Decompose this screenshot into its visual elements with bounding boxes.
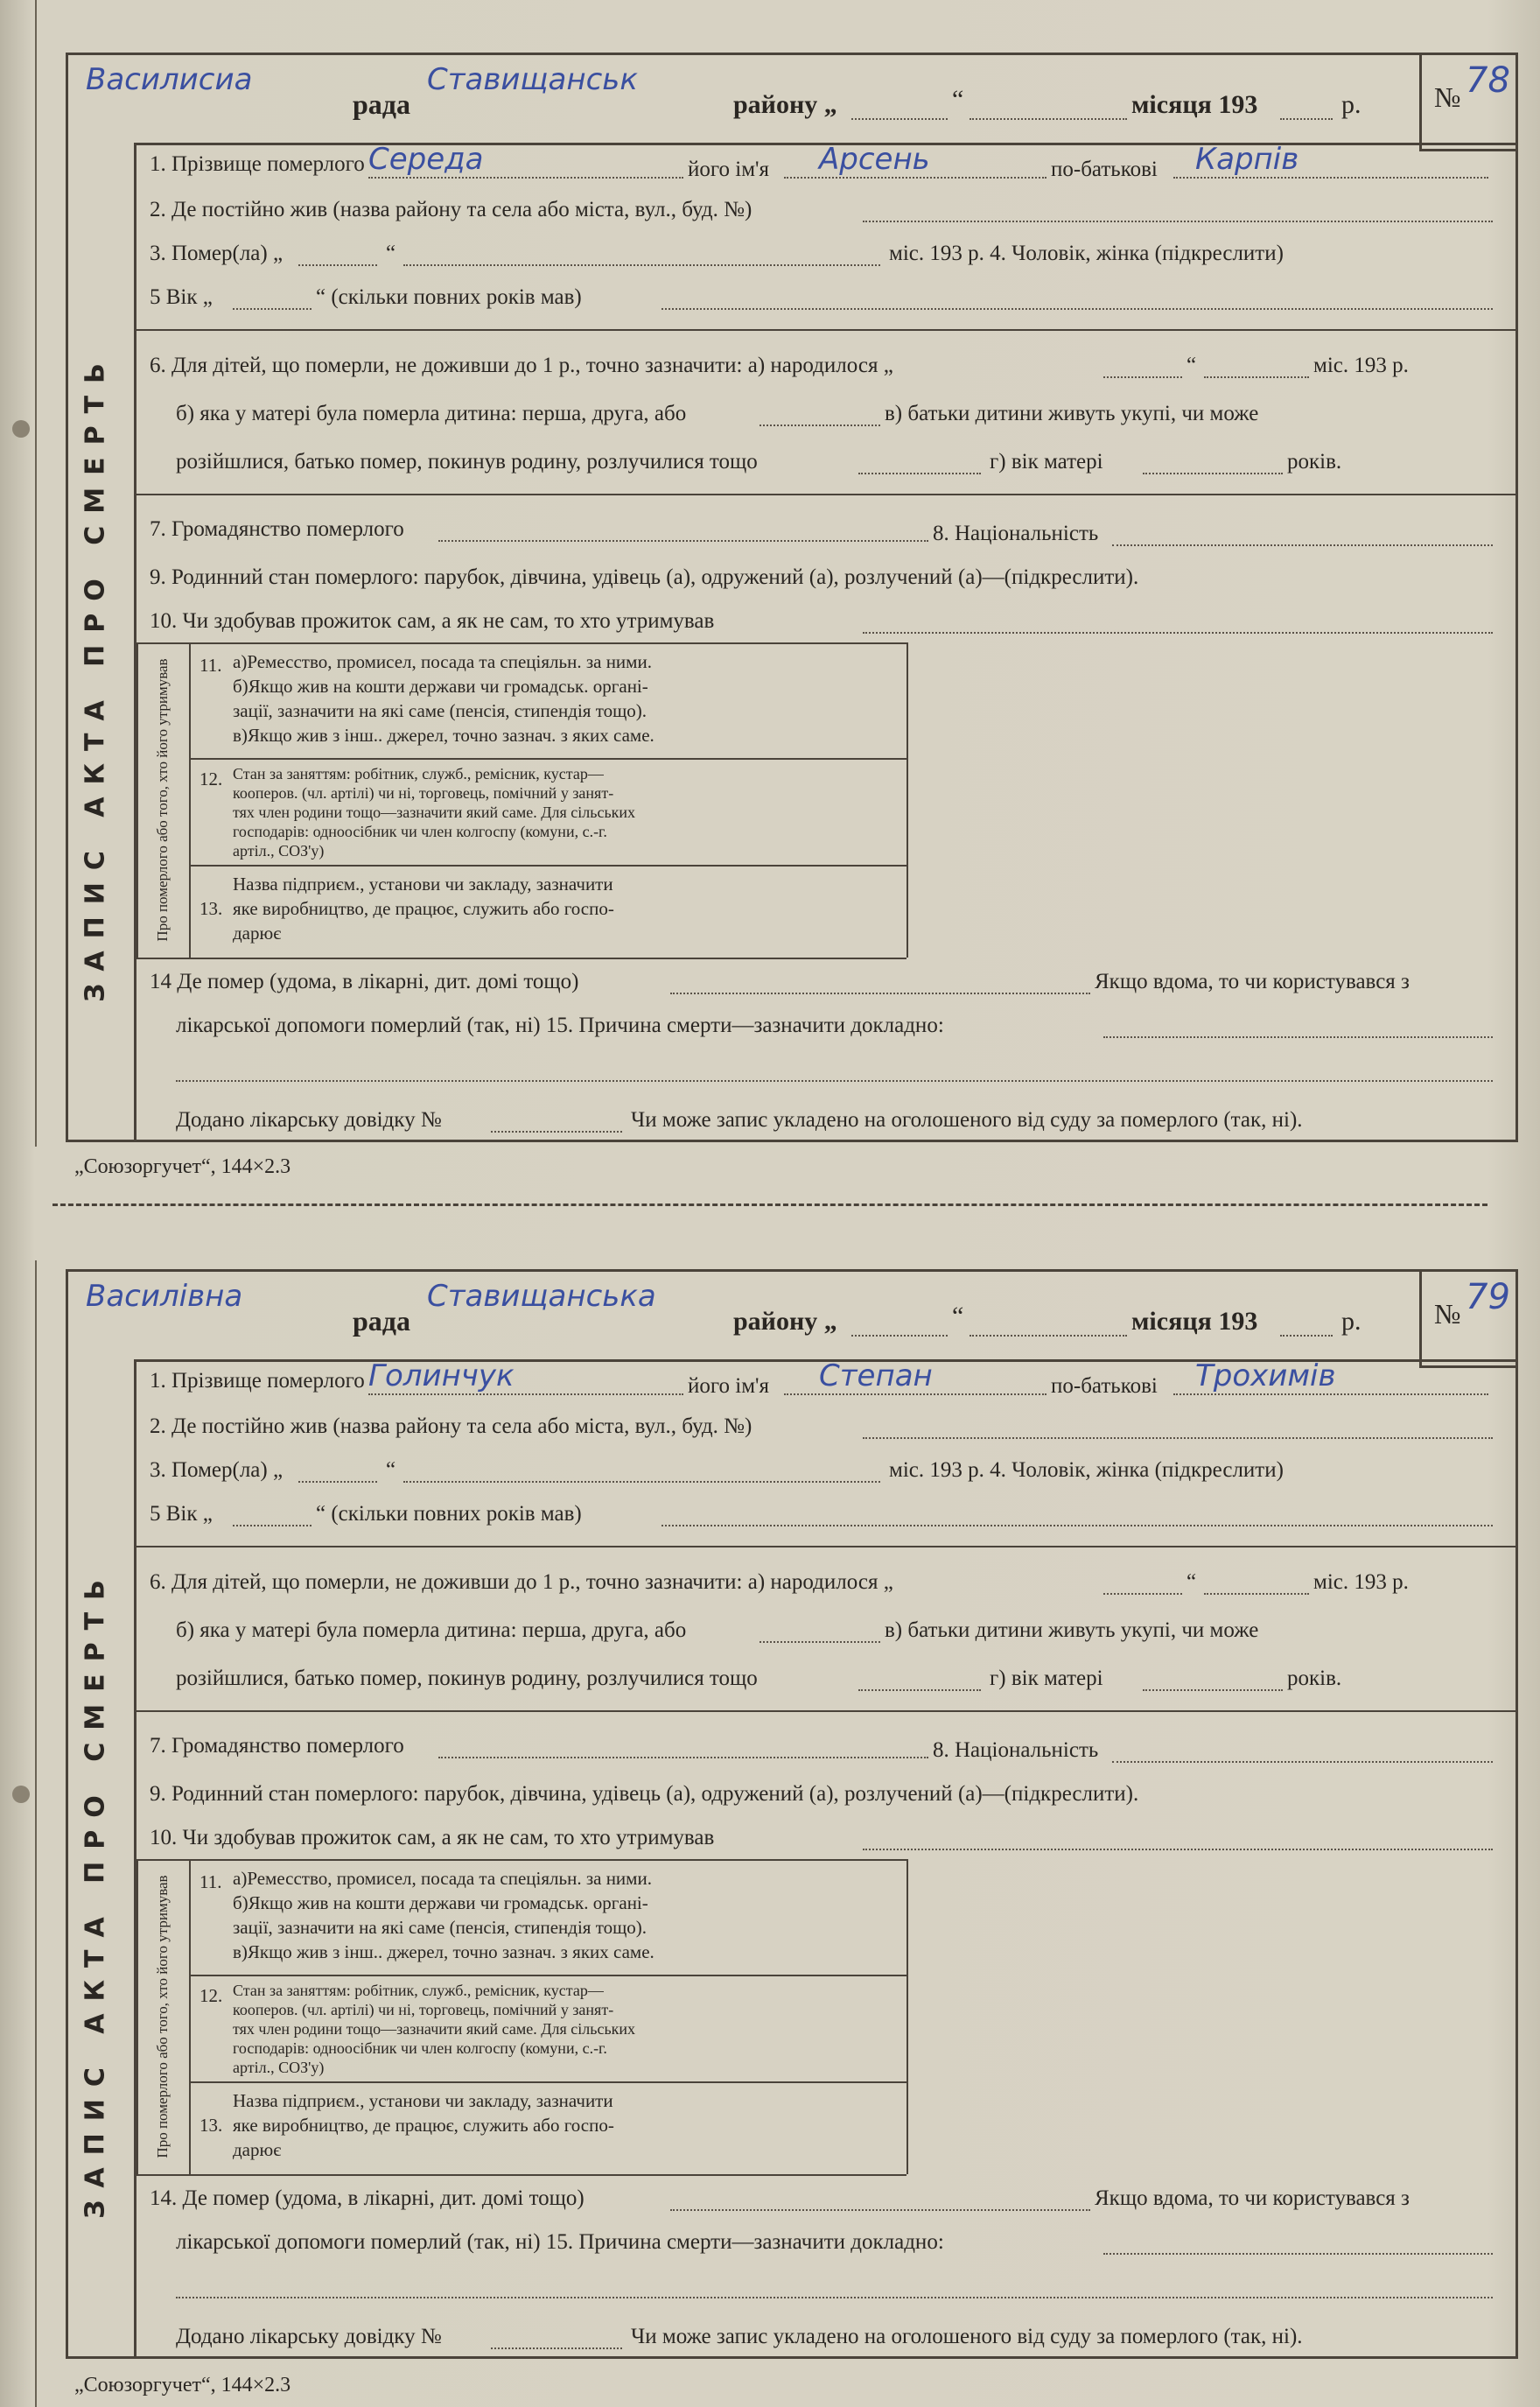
death-month-field[interactable] bbox=[403, 1481, 880, 1483]
q11-num: 11. bbox=[200, 1871, 222, 1892]
q1-label: 1. Прізвище померлого bbox=[150, 152, 365, 176]
form-body bbox=[134, 1359, 1516, 2356]
q6-label: 6. Для дітей, що померли, не доживши до 1 р., точно зазначити: а) народилося „ bbox=[150, 1570, 893, 1594]
number-label: № bbox=[1434, 1298, 1461, 1330]
record-number-handwritten: 79 bbox=[1466, 1277, 1510, 1317]
certificate-number-field[interactable] bbox=[491, 1131, 622, 1133]
year-field[interactable] bbox=[1280, 118, 1333, 120]
q14-label: 14. Де помер (удома, в лікарні, дит. домі тощо) bbox=[150, 2186, 584, 2210]
q11-line-a: а)Ремесство, промисел, посада та спеціяльн. за ними. bbox=[233, 1868, 652, 1889]
q12-line-d: господарів: одноосібник чи член колгоспу (комуни, с.-г. bbox=[233, 2039, 607, 2057]
child-order-field[interactable] bbox=[760, 1641, 880, 1643]
q2-label: 2. Де постійно жив (назва району та села або міста, вул., буд. №) bbox=[150, 198, 752, 221]
name-field[interactable] bbox=[784, 177, 1046, 179]
box-right bbox=[906, 642, 908, 958]
q7-label: 7. Громадянство померлого bbox=[150, 517, 404, 541]
box-side-label: Про померлого або того, хто його утримував bbox=[154, 1875, 171, 2158]
surname-handwritten: Середа bbox=[368, 142, 484, 177]
box-row-divider bbox=[189, 758, 906, 760]
q11-line-b: б)Якщо жив на кошти держави чи громадськ. органі- bbox=[233, 1892, 648, 1913]
section-divider bbox=[136, 1710, 1516, 1712]
form-footer: „Союзоргучет“, 144×2.3 bbox=[74, 1155, 291, 1178]
mother-age-label: г) вік матері bbox=[990, 450, 1103, 474]
section-divider bbox=[136, 329, 1516, 331]
parents-status-field[interactable] bbox=[858, 473, 981, 474]
patronymic-handwritten: Карпів bbox=[1195, 142, 1299, 177]
q6c-label: розійшлися, батько помер, покинув родину, розлучилися тощо bbox=[176, 1667, 758, 1690]
age-field[interactable] bbox=[233, 308, 312, 310]
q11-line-b: б)Якщо жив на кошти держави чи громадськ. органі- bbox=[233, 676, 648, 697]
village-handwritten: Василисиа bbox=[86, 62, 253, 97]
q6b-text: в) батьки дитини живуть укупі, чи може bbox=[885, 402, 1259, 425]
patronymic-field[interactable] bbox=[1173, 177, 1488, 179]
cause-of-death-field-2[interactable] bbox=[176, 2297, 1493, 2298]
death-month-field[interactable] bbox=[403, 264, 880, 266]
q12-line-b: кооперов. (чл. артілі) чи ні, торговець, помічний у занят- bbox=[233, 784, 614, 802]
quote-mark: “ bbox=[952, 85, 964, 114]
q13-line-c: дарює bbox=[233, 923, 282, 944]
q14-home-label: Якщо вдома, то чи користувався з bbox=[1095, 970, 1410, 993]
cut-line bbox=[52, 1204, 1488, 1206]
box-top bbox=[136, 642, 906, 644]
left-margin-strip bbox=[0, 1260, 37, 2407]
form-body bbox=[134, 143, 1516, 1140]
section-divider bbox=[136, 494, 1516, 495]
q7-label: 7. Громадянство померлого bbox=[150, 1734, 404, 1758]
q12-num: 12. bbox=[200, 768, 223, 789]
death-record-form bbox=[66, 53, 1518, 1142]
box-inner-left bbox=[189, 642, 191, 958]
surname-field[interactable] bbox=[368, 1393, 683, 1395]
q11-num: 11. bbox=[200, 655, 222, 676]
q9-label: 9. Родинний стан померлого: парубок, дівчина, удівець (а), одружений (а), розлучений (а)—(підкреслити). bbox=[150, 565, 1139, 589]
box-row-divider bbox=[189, 865, 906, 867]
birth-day-field[interactable] bbox=[1103, 1593, 1182, 1595]
month-field[interactable] bbox=[970, 118, 1127, 120]
death-day-field[interactable] bbox=[298, 1481, 377, 1483]
years-label: років. bbox=[1287, 450, 1342, 474]
q8-label: 8. Національність bbox=[933, 522, 1099, 545]
q6-month: міс. 193 р. bbox=[1313, 1570, 1409, 1594]
death-record-form bbox=[66, 1269, 1518, 2359]
q6-quote: “ bbox=[1186, 1570, 1197, 1594]
citizenship-field[interactable] bbox=[438, 1757, 928, 1758]
cause-of-death-field-2[interactable] bbox=[176, 1080, 1493, 1082]
record-number-box bbox=[1419, 55, 1516, 151]
box-row-divider bbox=[189, 1975, 906, 1976]
name-handwritten: Степан bbox=[819, 1358, 933, 1393]
q10-label: 10. Чи здобував прожиток сам, а як не сам, то хто утримував bbox=[150, 609, 715, 633]
court-question: Чи може запис укладено на оголошеного від суду за померлого (так, ні). bbox=[631, 2325, 1303, 2348]
section-divider bbox=[136, 1546, 1516, 1547]
age-extra-field[interactable] bbox=[662, 1525, 1493, 1526]
residence-field[interactable] bbox=[863, 1437, 1493, 1439]
year-suffix: р. bbox=[1341, 1307, 1362, 1336]
q5-text: “ (скільки повних років мав) bbox=[316, 285, 582, 309]
q3-label: 3. Помер(ла) „ bbox=[150, 242, 284, 265]
form-footer: „Союзоргучет“, 144×2.3 bbox=[74, 2374, 291, 2396]
mother-age-field[interactable] bbox=[1143, 1689, 1283, 1691]
certificate-number-field[interactable] bbox=[491, 2347, 622, 2349]
name-label: його ім'я bbox=[688, 158, 770, 181]
rada-label: рада bbox=[353, 88, 410, 120]
q11-line-c: зації, зазначити на які саме (пенсія, стипендія тощо). bbox=[233, 1917, 648, 1938]
q6c-label: розійшлися, батько помер, покинув родину, розлучилися тощо bbox=[176, 450, 758, 474]
cause-of-death-field[interactable] bbox=[1103, 2253, 1493, 2255]
box-top bbox=[136, 1859, 906, 1861]
q8-label: 8. Національність bbox=[933, 1738, 1099, 1762]
q3-quote: “ bbox=[386, 1458, 396, 1482]
age-field[interactable] bbox=[233, 1525, 312, 1526]
q1-label: 1. Прізвище померлого bbox=[150, 1369, 365, 1393]
certificate-label: Додано лікарську довідку № bbox=[176, 1108, 442, 1132]
q6b-label: б) яка у матері була померла дитина: перша, друга, або bbox=[176, 402, 687, 425]
q13-line-a: Назва підприєм., установи чи закладу, зазначити bbox=[233, 874, 613, 895]
q11-line-d: в)Якщо жив з інш.. джерел, точно зазнач. з яких саме. bbox=[233, 1941, 654, 1962]
q12-line-e: артіл., СОЗ'у) bbox=[233, 2059, 325, 2076]
day-field[interactable] bbox=[851, 1335, 948, 1337]
provider-field[interactable] bbox=[863, 632, 1493, 634]
side-title: ЗАПИС АКТА ПРО СМЕРТЬ bbox=[80, 1568, 111, 2219]
years-label: років. bbox=[1287, 1667, 1342, 1690]
q3-quote: “ bbox=[386, 242, 396, 265]
q9-label: 9. Родинний стан померлого: парубок, дівчина, удівець (а), одружений (а), розлучений (а)—(підкреслити). bbox=[150, 1782, 1139, 1806]
birth-month-field[interactable] bbox=[1204, 1593, 1309, 1595]
child-order-field[interactable] bbox=[760, 425, 880, 426]
village-handwritten: Василівна bbox=[86, 1279, 243, 1314]
q13-line-b: яке виробництво, де працює, служить або госпо- bbox=[233, 2115, 614, 2136]
q10-label: 10. Чи здобував прожиток сам, а як не сам, то хто утримував bbox=[150, 1826, 715, 1849]
q15-label: лікарської допомоги померлий (так, ні) 15. Причина смерти—зазначити докладно: bbox=[176, 1014, 944, 1037]
rada-handwritten: Ставищанська bbox=[427, 1279, 656, 1314]
q5-text: “ (скільки повних років мав) bbox=[316, 1502, 582, 1526]
name-field[interactable] bbox=[784, 1393, 1046, 1395]
q3-q4-text: міс. 193 р. 4. Чоловік, жінка (підкреслити) bbox=[889, 242, 1284, 265]
patronymic-field[interactable] bbox=[1173, 1393, 1488, 1395]
quote-mark: “ bbox=[952, 1302, 964, 1330]
year-field[interactable] bbox=[1280, 1335, 1333, 1337]
mother-age-label: г) вік матері bbox=[990, 1667, 1103, 1690]
box-side-label: Про померлого або того, хто його утримував bbox=[154, 658, 171, 942]
q12-line-b: кооперов. (чл. артілі) чи ні, торговець, помічний у занят- bbox=[233, 2001, 614, 2018]
box-bottom bbox=[136, 2174, 906, 2176]
q5-label: 5 Вік „ bbox=[150, 285, 213, 309]
surname-field[interactable] bbox=[368, 177, 683, 179]
patronymic-label: по-батькові bbox=[1051, 1374, 1158, 1398]
q13-num: 13. bbox=[200, 2115, 223, 2136]
patronymic-label: по-батькові bbox=[1051, 158, 1158, 181]
q12-line-e: артіл., СОЗ'у) bbox=[233, 842, 325, 860]
birth-day-field[interactable] bbox=[1103, 376, 1182, 378]
place-of-death-field[interactable] bbox=[670, 993, 1090, 994]
q13-line-b: яке виробництво, де працює, служить або госпо- bbox=[233, 898, 614, 919]
cause-of-death-field[interactable] bbox=[1103, 1036, 1493, 1038]
residence-field[interactable] bbox=[863, 221, 1493, 222]
place-of-death-field[interactable] bbox=[670, 2209, 1090, 2211]
q11-line-a: а)Ремесство, промисел, посада та спеціяльн. за ними. bbox=[233, 651, 652, 672]
nationality-field[interactable] bbox=[1112, 1761, 1493, 1763]
q12-num: 12. bbox=[200, 1985, 223, 2006]
q5-label: 5 Вік „ bbox=[150, 1502, 213, 1526]
q13-num: 13. bbox=[200, 898, 223, 919]
surname-handwritten: Голинчук bbox=[368, 1358, 514, 1393]
q6-month: міс. 193 р. bbox=[1313, 354, 1409, 377]
age-extra-field[interactable] bbox=[662, 308, 1493, 310]
box-inner-left bbox=[189, 1859, 191, 2174]
parents-status-field[interactable] bbox=[858, 1689, 981, 1691]
q14-home-label: Якщо вдома, то чи користувався з bbox=[1095, 2186, 1410, 2210]
q12-line-d: господарів: одноосібник чи член колгоспу (комуни, с.-г. bbox=[233, 823, 607, 840]
q11-line-c: зації, зазначити на які саме (пенсія, стипендія тощо). bbox=[233, 700, 648, 721]
name-label: його ім'я bbox=[688, 1374, 770, 1398]
q12-line-c: тях член родини тощо—зазначити який саме. Для сільських bbox=[233, 2020, 636, 2038]
raion-label: району „ bbox=[733, 1307, 837, 1336]
month-label: місяця 193 bbox=[1131, 1307, 1258, 1336]
raion-label: району „ bbox=[733, 90, 837, 119]
year-suffix: р. bbox=[1341, 90, 1362, 119]
patronymic-handwritten: Трохимів bbox=[1195, 1358, 1336, 1393]
q12-line-a: Стан за заняттям: робітник, служб., ремісник, кустар— bbox=[233, 1982, 604, 1999]
box-right bbox=[906, 1859, 908, 2174]
q13-line-c: дарює bbox=[233, 2139, 282, 2160]
q6-label: 6. Для дітей, що померли, не доживши до 1 р., точно зазначити: а) народилося „ bbox=[150, 354, 893, 377]
number-label: № bbox=[1434, 81, 1461, 113]
certificate-label: Додано лікарську довідку № bbox=[176, 2325, 442, 2348]
q13-line-a: Назва підприєм., установи чи закладу, зазначити bbox=[233, 2090, 613, 2111]
q2-label: 2. Де постійно жив (назва району та села або міста, вул., буд. №) bbox=[150, 1414, 752, 1438]
q6b-label: б) яка у матері була померла дитина: перша, друга, або bbox=[176, 1618, 687, 1642]
q6b-text: в) батьки дитини живуть укупі, чи може bbox=[885, 1618, 1259, 1642]
form-header bbox=[68, 55, 1416, 143]
q15-label: лікарської допомоги померлий (так, ні) 15. Причина смерти—зазначити докладно: bbox=[176, 2230, 944, 2254]
q12-line-a: Стан за заняттям: робітник, служб., ремісник, кустар— bbox=[233, 765, 604, 782]
form-header bbox=[68, 1272, 1416, 1359]
side-title: ЗАПИС АКТА ПРО СМЕРТЬ bbox=[80, 351, 111, 1002]
q3-q4-text: міс. 193 р. 4. Чоловік, жінка (підкреслити) bbox=[889, 1458, 1284, 1482]
mother-age-field[interactable] bbox=[1143, 473, 1283, 474]
month-field[interactable] bbox=[970, 1335, 1127, 1337]
provider-field[interactable] bbox=[863, 1849, 1493, 1850]
day-field[interactable] bbox=[851, 118, 948, 120]
q6-quote: “ bbox=[1186, 354, 1197, 377]
punch-hole bbox=[12, 420, 30, 438]
q14-label: 14 Де помер (удома, в лікарні, дит. домі тощо) bbox=[150, 970, 579, 993]
rada-handwritten: Ставищанськ bbox=[427, 62, 638, 97]
court-question: Чи може запис укладено на оголошеного від суду за померлого (так, ні). bbox=[631, 1108, 1303, 1132]
q12-line-c: тях член родини тощо—зазначити який саме. Для сільських bbox=[233, 804, 636, 821]
box-bottom bbox=[136, 958, 906, 959]
left-margin-strip bbox=[0, 0, 37, 1147]
record-number-box bbox=[1419, 1272, 1516, 1368]
name-handwritten: Арсень bbox=[819, 142, 930, 177]
record-number-handwritten: 78 bbox=[1466, 60, 1510, 101]
citizenship-field[interactable] bbox=[438, 540, 928, 542]
rada-label: рада bbox=[353, 1305, 410, 1337]
box-row-divider bbox=[189, 2081, 906, 2083]
q3-label: 3. Помер(ла) „ bbox=[150, 1458, 284, 1482]
death-day-field[interactable] bbox=[298, 264, 377, 266]
month-label: місяця 193 bbox=[1131, 90, 1258, 119]
birth-month-field[interactable] bbox=[1204, 376, 1309, 378]
punch-hole bbox=[12, 1786, 30, 1803]
nationality-field[interactable] bbox=[1112, 544, 1493, 546]
q11-line-d: в)Якщо жив з інш.. джерел, точно зазнач. з яких саме. bbox=[233, 725, 654, 746]
